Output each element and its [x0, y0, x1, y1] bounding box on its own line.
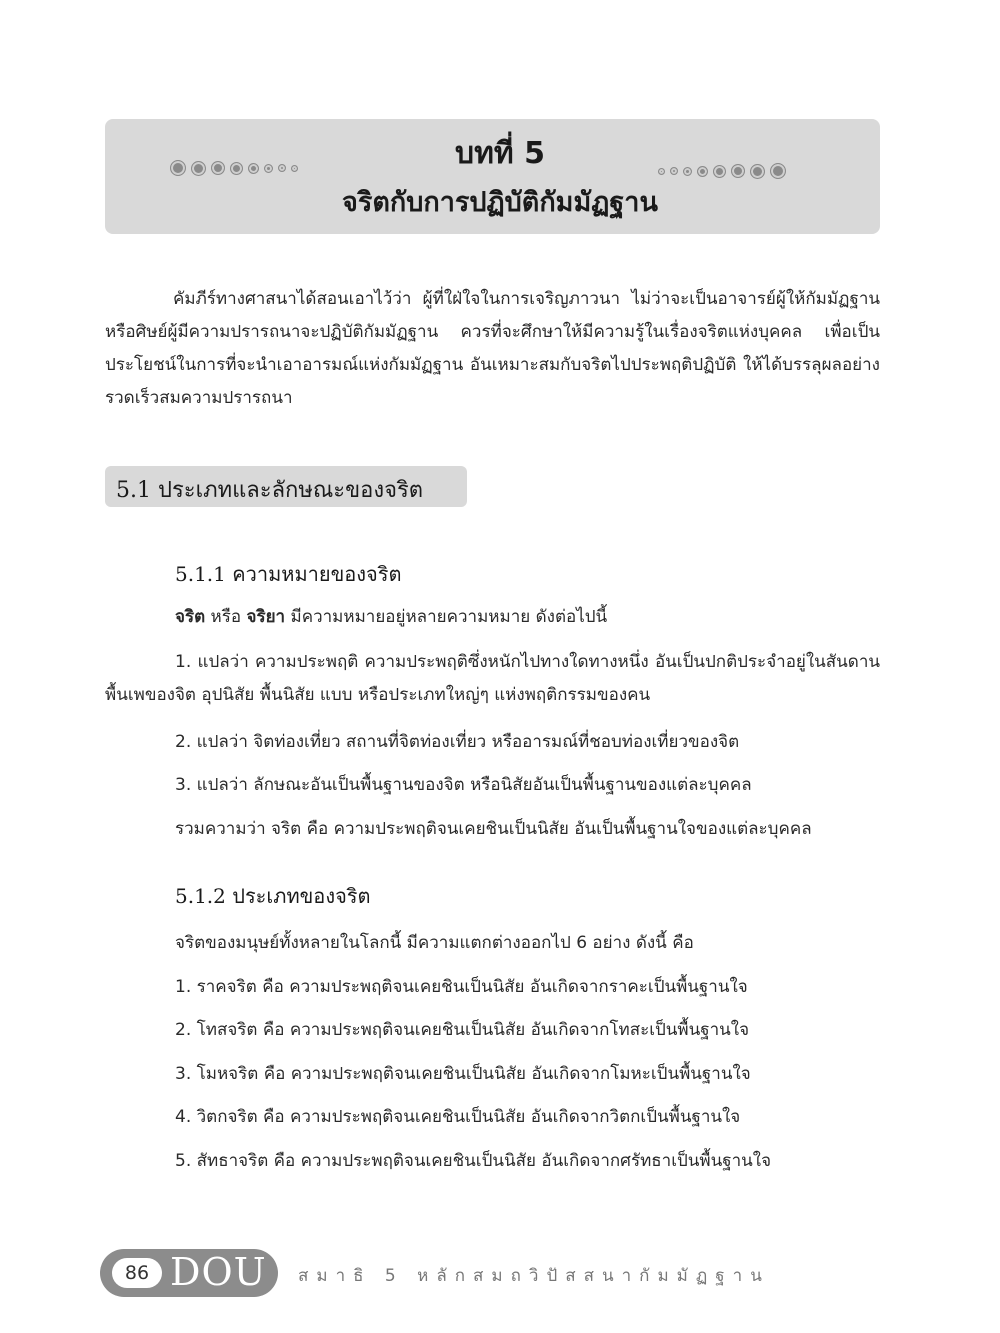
- chapter-number: บทที่ 5: [455, 136, 545, 171]
- page-number: 86: [112, 1258, 162, 1288]
- list-item: 5. สัทธาจริต คือ ความประพฤติจนเคยชินเป็นนิสัย อันเกิดจากศรัทธาเป็นพื้นฐานใจ: [175, 1151, 772, 1171]
- subsection-title-types: 5.1.2 ประเภทของจริต: [175, 884, 371, 908]
- list-item: 4. วิตกจริต คือ ความประพฤติจนเคยชินเป็นนิสัย อันเกิดจากวิตกเป็นพื้นฐานใจ: [175, 1107, 741, 1127]
- meaning-item-3: 3. แปลว่า ลักษณะอันเป็นพื้นฐานของจิต หรือนิสัยอันเป็นพื้นฐานของแต่ละบุคคล: [175, 775, 752, 795]
- term-jariya: จริยา: [246, 607, 286, 627]
- list-item: 1. ราคจริต คือ ความประพฤติจนเคยชินเป็นนิสัย อันเกิดจากราคะเป็นพื้นฐานใจ: [175, 977, 748, 997]
- term-jarit: จริต: [175, 607, 206, 627]
- section-title: 5.1 ประเภทและลักษณะของจริต: [116, 478, 424, 503]
- meaning-item-1: 1. แปลว่า ความประพฤติ ความประพฤติซึ่งหนักไปทางใดทางหนึ่ง อันเป็นปกติประจำอยู่ในสันดาน พื้นเพของจิต อุปนิสัย พื้นนิสัย แบบ หรือประเภทใหญ่ๆ แห่งพฤติกรรมของคน: [105, 652, 880, 705]
- list-item: 2. โทสจริต คือ ความประพฤติจนเคยชินเป็นนิสัย อันเกิดจากโทสะเป็นพื้นฐานใจ: [175, 1020, 750, 1040]
- chapter-title: จริตกับการปฏิบัติกัมมัฏฐาน: [342, 187, 658, 218]
- meaning-item-2: 2. แปลว่า จิตท่องเที่ยว สถานที่จิตท่องเที่ยว หรืออารมณ์ที่ชอบท่องเที่ยวของจิต: [175, 732, 740, 752]
- subsection-title-meaning: 5.1.1 ความหมายของจริต: [175, 562, 402, 586]
- intro-paragraph: คัมภีร์ทางศาสนาได้สอนเอาไว้ว่า ผู้ที่ใฝ่ใจในการเจริญภาวนา ไม่ว่าจะเป็นอาจารย์ผู้ให้กัมมัฏฐาน หรือศิษย์ผู้มีความปรารถนาจะปฏิบัติกัมมัฏฐาน ควรที่จะศึกษาให้มีความรู้ในเรื่องจริตแห่งบุคคล เพื่อเป็นประโยชน์ในการที่จะนำเอาอารมณ์แห่งกัมมัฏฐาน อันเหมาะสมกับจริตไปประพฤติปฏิบัติ ให้ได้บรรลุผลอย่างรวดเร็วสมความปรารถนา: [105, 289, 880, 408]
- book-title: สมาธิ 5 หลักสมถวิปัสสนากัมมัฏฐาน: [298, 1266, 770, 1286]
- dou-logo: DOU: [170, 1250, 267, 1294]
- meaning-intro: จริต หรือ จริยา มีความหมายอยู่หลายความหมาย ดังต่อไปนี้: [175, 607, 608, 627]
- types-intro: จริตของมนุษย์ทั้งหลายในโลกนี้ มีความแตกต่างออกไป 6 อย่าง ดังนี้ คือ: [175, 933, 694, 953]
- meaning-summary: รวมความว่า จริต คือ ความประพฤติจนเคยชินเป็นนิสัย อันเป็นพื้นฐานใจของแต่ละบุคคล: [175, 819, 812, 839]
- list-item: 3. โมหจริต คือ ความประพฤติจนเคยชินเป็นนิสัย อันเกิดจากโมหะเป็นพื้นฐานใจ: [175, 1064, 751, 1084]
